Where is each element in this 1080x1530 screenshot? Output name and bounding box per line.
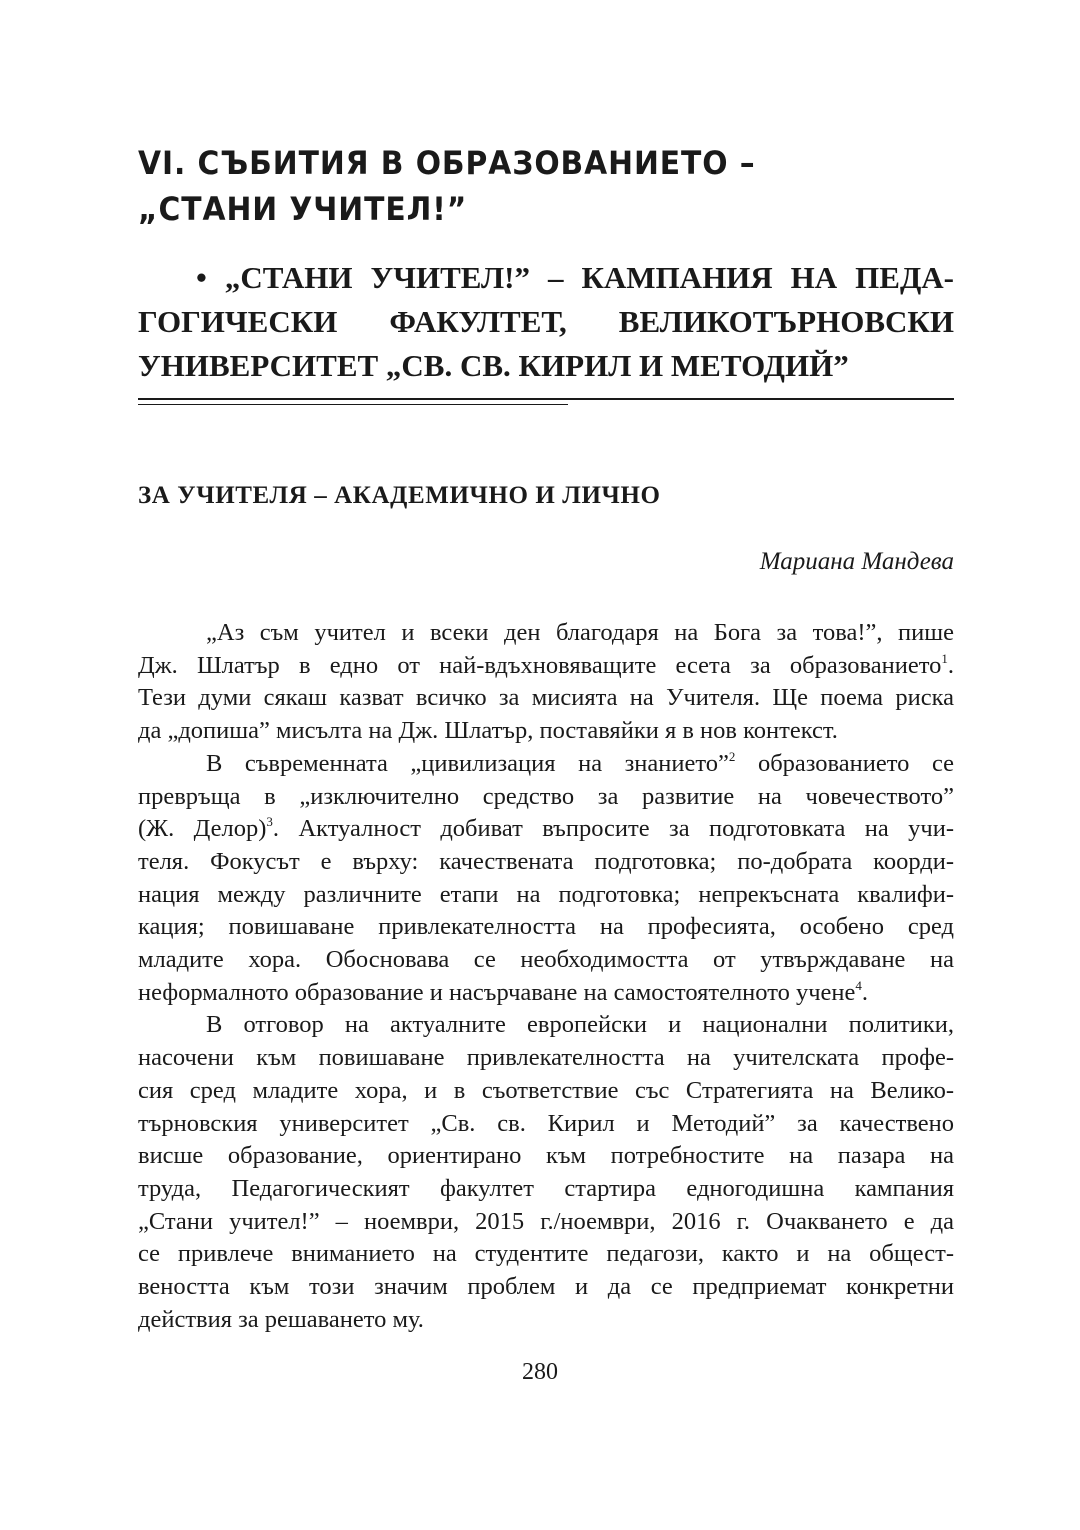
text-line: кация; повишаване привлекателността на професията, особено сред — [138, 913, 954, 941]
text-line: превръща в „изключително средство за развитие на човечеството” — [138, 782, 954, 810]
paragraph-2 — [138, 748, 954, 1010]
text-line: да „допиша” мисълта на Дж. Шлатър, поставяйки я в нов контекст. — [138, 717, 838, 745]
section-heading-line-2: „СТАНИ УЧИТЕЛ!” — [138, 190, 468, 228]
footnote-marker: 3 — [266, 814, 273, 830]
text-line: Дж. Шлатър в едно от най-вдъхновяващите есета за образованието$^1$. — [138, 650, 954, 679]
article-title-line-3: УНИВЕРСИТЕТ „СВ. СВ. КИРИЛ И МЕТОДИЙ” — [138, 348, 849, 383]
page-number: 280 — [522, 1359, 558, 1385]
title-divider-short — [138, 404, 568, 405]
text-line: „Аз съм учител и всеки ден благодаря на Бога за това!”, пише — [206, 619, 954, 646]
text-line: младите хора. Обосновава се необходимостта от утвърждаване на — [138, 946, 954, 974]
title-divider-long — [138, 398, 954, 400]
article-title — [138, 256, 954, 388]
text-line: теля. Фокусът е върху: качествената подготовка; по-добрата коорди- — [138, 847, 954, 875]
text-line: Тези думи сякаш казват всичко за мисията на Учителя. Ще поема риска — [138, 684, 954, 712]
text-line: търновския университет „Св. св. Кирил и Методий” за качествено — [138, 1109, 954, 1137]
text-line: се привлече вниманието на студентите педагози, както и на общест- — [138, 1240, 954, 1268]
article-body — [138, 617, 954, 1336]
paragraph-1 — [138, 617, 954, 748]
text-line: В съвременната „цивилизация на знанието”$^2$ образованието се — [206, 748, 954, 777]
section-heading — [138, 140, 901, 232]
footnote-marker: 2 — [728, 748, 736, 764]
text-line: неформалното образование и насърчаване на самостоятелното учене$^4$. — [138, 977, 869, 1006]
author-name: Мариана Мандева — [759, 548, 954, 575]
footnote-marker: 4 — [855, 977, 862, 993]
paragraph-3 — [138, 1009, 954, 1336]
text-line: висше образование, ориентирано към потребностите на пазара на — [138, 1142, 954, 1170]
text-line: сия сред младите хора, и в съответствие със Стратегията на Велико- — [138, 1076, 954, 1104]
text-line: труда, Педагогическият факултет стартира едногодишна кампания — [138, 1174, 954, 1202]
footnote-marker: 1 — [941, 650, 948, 666]
text-line: действия за решаването му. — [138, 1305, 424, 1333]
text-line: нация между различните етапи на подготовка; непрекъсната квалифи- — [138, 880, 954, 908]
text-line: В отговор на актуалните европейски и национални политики, — [206, 1011, 954, 1039]
article-title-line-1: • „СТАНИ УЧИТЕЛ!” – КАМПАНИЯ НА ПЕДА- — [196, 260, 954, 295]
text-line: веността към този значим проблем и да се предприемат конкретни — [138, 1273, 954, 1301]
text-line: (Ж. Делор)$^3$. Актуалност добиват въпросите за подготовката на учи- — [138, 814, 954, 843]
text-line: „Стани учител!” – ноември, 2015 г./ноември, 2016 г. Очакването е да — [138, 1207, 954, 1235]
article-title-line-2: ГОГИЧЕСКИ ФАКУЛТЕТ, ВЕЛИКОТЪРНОВСКИ — [138, 304, 954, 339]
text-line: насочени към повишаване привлекателността на учителската профе- — [138, 1044, 954, 1072]
article-subheading: ЗА УЧИТЕЛЯ – АКАДЕМИЧНО И ЛИЧНО — [138, 482, 661, 509]
section-heading-line-1: VI. СЪБИТИЯ В ОБРАЗОВАНИЕТО – — [138, 144, 756, 182]
